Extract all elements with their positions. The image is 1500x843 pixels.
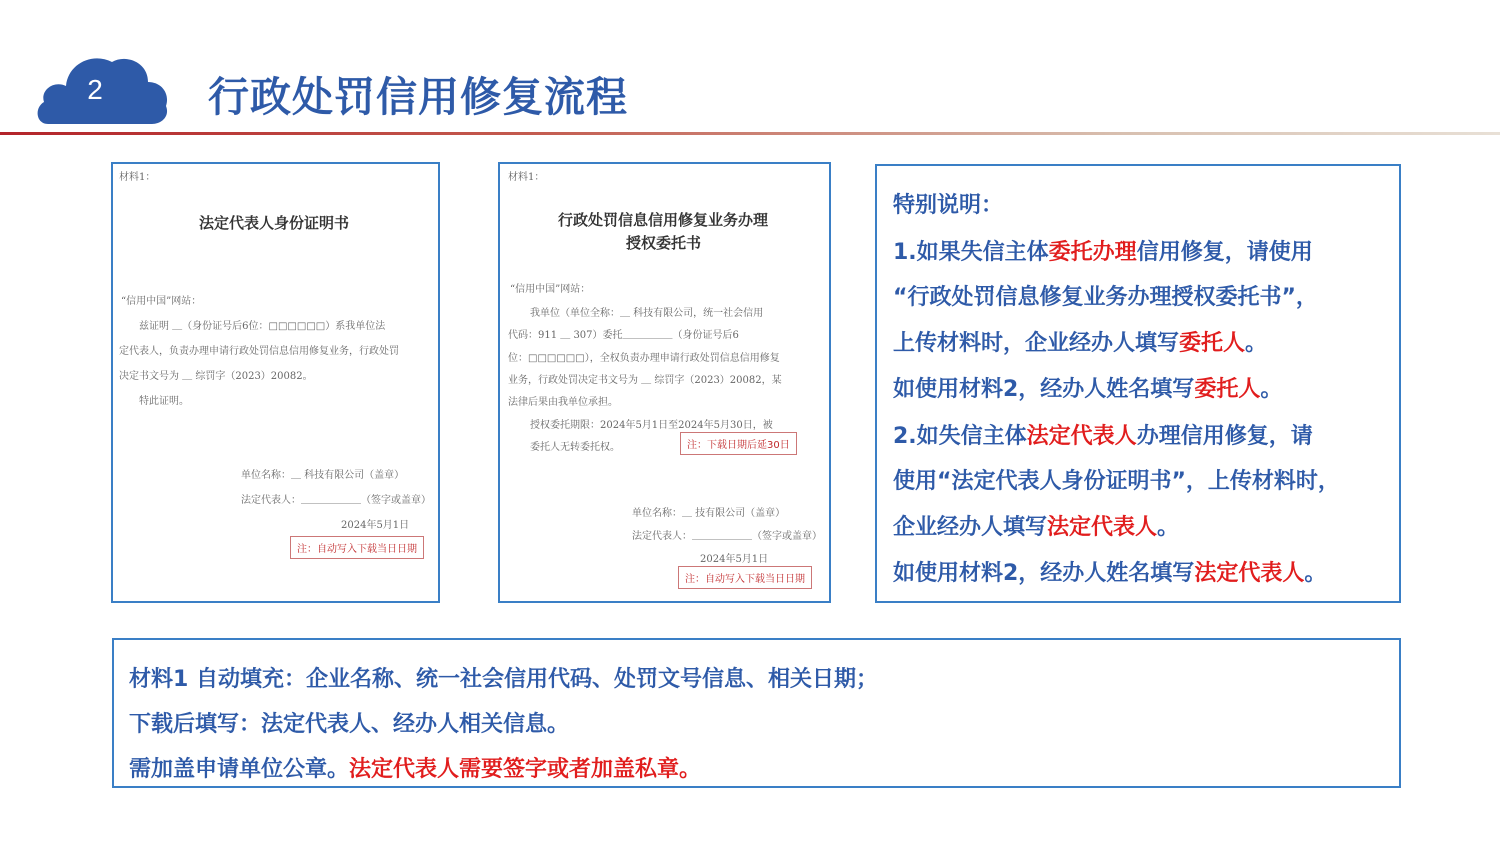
summary-line: 下载后填写：法定代表人、经办人相关信息。 [129,712,570,737]
authorization-letter-image [498,162,831,603]
summary-highlight: 法定代表人需要签字或者加盖私章。 [349,757,702,782]
doc-body-line: 定代表人，负责办理申请行政处罚信息信用修复业务，行政处罚 [119,346,399,357]
note-line [893,372,1282,403]
doc-heading: 授权委托书 [626,234,702,252]
doc-legal-rep: 法定代表人：＿＿＿＿＿＿（签字或盖章） [632,531,822,542]
doc-legal-rep: 法定代表人：＿＿＿＿＿＿（签字或盖章） [241,495,431,506]
note-highlight: 委托办理 [1048,240,1137,265]
note-highlight: 委托人 [1179,331,1246,356]
doc-salutation: “信用中国”网站： [121,296,202,307]
note-line [893,326,1267,357]
header-divider [0,132,1500,135]
doc-body-line: 决定书文号为 ＿ 综罚字（2023）20082。 [119,371,313,382]
note-text: 上传材料时，企业经办人填写 [893,331,1180,356]
auto-date-note: 注：自动写入下载当日日期 [678,566,812,589]
note-highlight: 法定代表人 [1194,561,1305,586]
page-title: 行政处罚信用修复流程 [208,73,628,121]
note-highlight: 法定代表人 [1047,515,1158,540]
note-text: 2.如失信主体 [893,424,1027,449]
doc-body-line: 委托人无转委托权。 [530,442,620,453]
summary-text: 需加盖申请单位公章。 [129,757,350,782]
note-highlight: 法定代表人 [1026,424,1137,449]
note-text: 信用修复，请使用 [1136,240,1313,265]
deadline-note: 注：下载日期后延30日 [680,432,797,455]
special-notes-box [875,164,1401,603]
doc-body-line: 特此证明。 [139,396,189,407]
doc-body-line: 法律后果由我单位承担。 [508,397,618,408]
note-text: 。 [1304,561,1327,586]
note-text: 办理信用修复，请 [1136,424,1313,449]
doc-date: 2024年5月1日 [341,520,410,531]
notes-title: 特别说明： [893,193,1004,218]
summary-box [112,638,1401,788]
note-text: 。 [1260,377,1283,402]
doc-heading: 法定代表人身份证明书 [199,214,350,232]
note-text: 如使用材料2，经办人姓名填写 [893,377,1195,402]
note-highlight: 委托人 [1194,377,1261,402]
note-line [893,510,1179,541]
note-text: 。 [1157,515,1180,540]
doc-heading: 行政处罚信息信用修复业务办理 [558,211,769,229]
doc-date: 2024年5月1日 [700,554,769,565]
doc-body-line: 位：□□□□□□），全权负责办理申请行政处罚信息信用修复 [508,353,780,364]
doc-body-line: 我单位（单位全称：＿ 科技有限公司，统一社会信用 [530,308,764,319]
doc-body-line: 授权委托期限：2024年5月1日至2024年5月30日，被 [530,420,773,431]
material-label: 材料1： [119,172,156,183]
note-line: 使用“法定代表人身份证明书”，上传材料时， [893,469,1340,494]
note-line [893,556,1326,587]
summary-line [129,752,701,783]
note-line: “行政处罚信息修复业务办理授权委托书”， [893,285,1318,310]
note-text: 企业经办人填写 [893,515,1048,540]
doc-unit-name: 单位名称：＿ 技有限公司（盖章） [632,508,786,519]
auto-date-note: 注：自动写入下载当日日期 [290,536,424,559]
doc-salutation: “信用中国”网站： [510,284,591,295]
material-label: 材料1： [508,172,545,183]
legal-representative-certificate-image [111,162,440,603]
doc-unit-name: 单位名称：＿ 科技有限公司（盖章） [241,470,405,481]
note-line [893,235,1313,266]
note-text: 如使用材料2，经办人姓名填写 [893,561,1195,586]
doc-body-line: 业务，行政处罚决定书文号为 ＿ 综罚字（2023）20082，某 [508,375,782,386]
doc-body-line: 代码：911 ＿ 307）委托＿＿＿＿＿（身份证号后6 [508,330,739,341]
summary-line: 材料1 自动填充：企业名称、统一社会信用代码、处罚文号信息、相关日期； [129,667,878,692]
note-line [893,419,1313,450]
note-text: 1.如果失信主体 [893,240,1049,265]
section-number: 2 [87,74,103,105]
note-text: 。 [1245,331,1268,356]
doc-body-line: 兹证明 ＿（身份证号后6位：□□□□□□）系我单位法 [139,321,386,332]
